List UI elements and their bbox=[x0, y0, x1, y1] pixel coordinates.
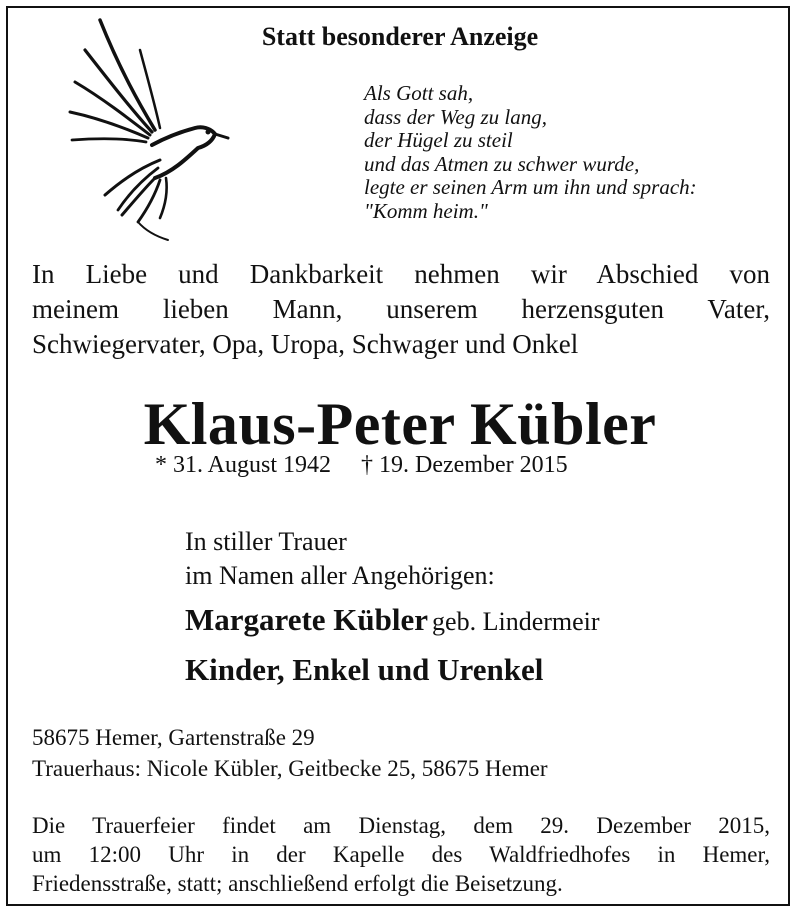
family-block bbox=[185, 598, 600, 698]
spouse-maiden-name: geb. Lindermeir bbox=[432, 607, 600, 636]
spouse-name: Margarete Kübler bbox=[185, 602, 429, 637]
service-line: Friedensstraße, statt; anschließend erfolgt die Beisetzung. bbox=[32, 871, 563, 896]
service-line: um 12:00 Uhr in der Kapelle des Waldfriedhofes in Hemer, bbox=[32, 842, 770, 867]
service-line: Die Trauerfeier findet am Dienstag, dem 29. Dezember 2015, bbox=[32, 813, 770, 838]
intro-text bbox=[32, 257, 770, 362]
mourning-line: im Namen aller Angehörigen: bbox=[185, 561, 495, 590]
notice-header: Statt besonderer Anzeige bbox=[261, 22, 539, 51]
relatives: Kinder, Enkel und Urenkel bbox=[185, 652, 544, 687]
poem-line: dass der Weg zu lang, bbox=[364, 104, 547, 129]
service-info bbox=[32, 811, 770, 898]
deceased-name: Klaus-Peter Kübler bbox=[143, 391, 657, 457]
poem bbox=[364, 82, 697, 223]
poem-line: der Hügel zu steil bbox=[364, 128, 513, 152]
poem-line: "Komm heim." bbox=[364, 198, 488, 223]
intro-line: meinem lieben Mann, unserem herzensguten Vater, bbox=[32, 294, 770, 324]
address-line: 58675 Hemer, Gartenstraße 29 bbox=[32, 725, 315, 750]
birth-date: * 31. August 1942 bbox=[155, 452, 332, 478]
relatives-row bbox=[185, 648, 600, 698]
poem-line: legte er seinen Arm um ihn und sprach: bbox=[364, 175, 697, 199]
address-block bbox=[32, 722, 548, 784]
poem-line: und das Atmen zu schwer wurde, bbox=[364, 151, 640, 176]
mourning-line: In stiller Trauer bbox=[185, 527, 347, 556]
intro-line: Schwiegervater, Opa, Uropa, Schwager und Onkel bbox=[32, 329, 579, 359]
life-dates bbox=[155, 452, 568, 479]
spouse-row bbox=[185, 598, 600, 648]
intro-line: In Liebe und Dankbarkeit nehmen wir Abschied von bbox=[32, 259, 770, 289]
poem-line: Als Gott sah, bbox=[364, 81, 474, 105]
mourning-text bbox=[185, 525, 495, 593]
death-date: † 19. Dezember 2015 bbox=[361, 452, 568, 478]
address-line: Trauerhaus: Nicole Kübler, Geitbecke 25, 58675 Hemer bbox=[32, 756, 548, 781]
